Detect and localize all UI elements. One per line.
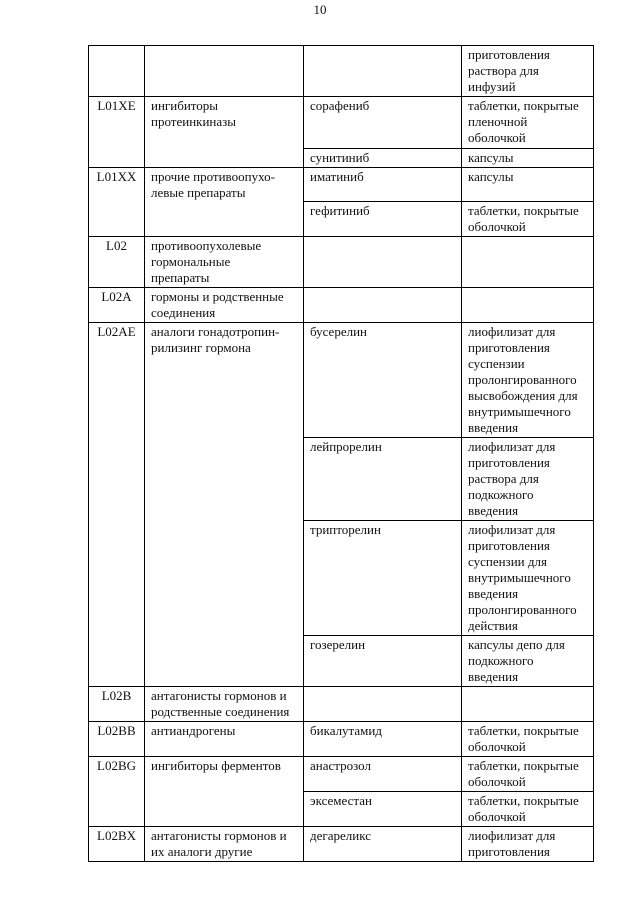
atc-code: L02A (89, 288, 145, 323)
atc-code: L02 (89, 237, 145, 288)
drug-name: бикалутамид (304, 722, 462, 757)
drug-name: гефитиниб (304, 202, 462, 237)
table-row (89, 722, 594, 757)
dosage-form: таблетки, покрытые пленочной оболочкой (462, 97, 594, 149)
dosage-form: капсулы (462, 168, 594, 202)
table-row (89, 237, 594, 288)
atc-code: L02BB (89, 722, 145, 757)
table-row (89, 757, 594, 792)
drug-name (304, 687, 462, 722)
dosage-form: капсулы депо для подкожного введения (462, 636, 594, 687)
page-number: 10 (313, 2, 327, 17)
dosage-form: таблетки, покрытые оболочкой (462, 792, 594, 827)
dosage-form (462, 288, 594, 323)
group-name: ингибиторы протеинкиназы (145, 97, 304, 168)
dosage-form: таблетки, покрытые оболочкой (462, 202, 594, 237)
group-name: антагонисты гормонов и родственные соединения (145, 687, 304, 722)
drug-name: лейпрорелин (304, 438, 462, 521)
drug-name: дегареликс (304, 827, 462, 862)
dosage-form: лиофилизат для приготовления (462, 827, 594, 862)
dosage-form (462, 237, 594, 288)
atc-code: L02BG (89, 757, 145, 827)
drug-name: сорафениб (304, 97, 462, 149)
group-name: ингибиторы ферментов (145, 757, 304, 827)
dosage-form: капсулы (462, 149, 594, 168)
group-name: прочие противоопухо- левые препараты (145, 168, 304, 237)
group-name: гормоны и родственные соединения (145, 288, 304, 323)
group-name: аналоги гонадотропин- рилизинг гормона (145, 323, 304, 687)
atc-code: L02BX (89, 827, 145, 862)
table-row (89, 288, 594, 323)
table-row (89, 97, 594, 149)
table-row (89, 46, 594, 97)
drug-name: трипторелин (304, 521, 462, 636)
drug-name: бусерелин (304, 323, 462, 438)
dosage-form: приготовления раствора для инфузий (462, 46, 594, 97)
atc-code (89, 46, 145, 97)
table-row (89, 168, 594, 202)
atc-code: L01XE (89, 97, 145, 168)
drug-name (304, 288, 462, 323)
drug-name: гозерелин (304, 636, 462, 687)
drug-table (88, 45, 594, 862)
dosage-form: таблетки, покрытые оболочкой (462, 722, 594, 757)
drug-name: иматиниб (304, 168, 462, 202)
dosage-form (462, 687, 594, 722)
drug-name (304, 237, 462, 288)
drug-name: эксеместан (304, 792, 462, 827)
dosage-form: лиофилизат для приготовления суспензии пролонгированного высвобождения для внутримышечного введения (462, 323, 594, 438)
group-name: антиандрогены (145, 722, 304, 757)
atc-code: L02AE (89, 323, 145, 687)
table-row (89, 827, 594, 862)
atc-code: L02B (89, 687, 145, 722)
atc-code: L01XX (89, 168, 145, 237)
group-name: антагонисты гормонов и их аналоги другие (145, 827, 304, 862)
drug-name: сунитиниб (304, 149, 462, 168)
drug-name: анастрозол (304, 757, 462, 792)
drug-name (304, 46, 462, 97)
dosage-form: лиофилизат для приготовления суспензии для внутримышечного введения пролонгированного действия (462, 521, 594, 636)
table-row (89, 323, 594, 438)
dosage-form: лиофилизат для приготовления раствора для подкожного введения (462, 438, 594, 521)
group-name (145, 46, 304, 97)
table-row (89, 687, 594, 722)
group-name: противоопухолевые гормональные препараты (145, 237, 304, 288)
dosage-form: таблетки, покрытые оболочкой (462, 757, 594, 792)
